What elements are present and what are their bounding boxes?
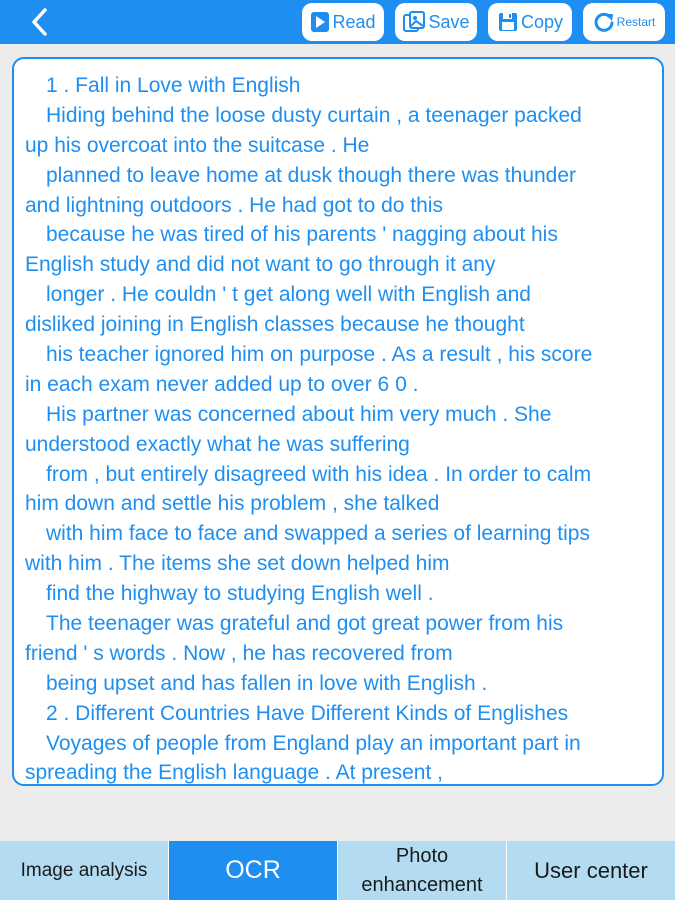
read-button-label: Read xyxy=(332,11,376,32)
text-line: with him face to face and swapped a series of learning tips xyxy=(46,522,590,546)
tab-user-center[interactable] xyxy=(507,841,675,900)
tab-user-center-label: User center xyxy=(534,858,648,883)
tab-image-analysis[interactable] xyxy=(0,841,169,900)
text-line: Voyages of people from England play an important part in xyxy=(46,731,581,755)
text-line: His partner was concerned about him very much . She xyxy=(46,402,552,426)
ocr-result-text xyxy=(25,71,653,786)
text-line: him down and settle his problem , she talked xyxy=(25,492,440,516)
tab-photo-enhancement[interactable] xyxy=(338,841,507,900)
tab-ocr-label: OCR xyxy=(225,856,281,884)
text-line: and lightning outdoors . He had got to do this xyxy=(25,193,443,217)
text-line: longer . He couldn ' t get along well with English and xyxy=(46,283,531,307)
back-button[interactable] xyxy=(20,4,60,40)
ocr-result-textarea[interactable] xyxy=(12,57,664,786)
text-line: disliked joining in English classes because he thought xyxy=(25,313,525,337)
top-toolbar xyxy=(0,0,675,44)
tab-ocr[interactable] xyxy=(169,841,338,900)
bottom-tab-bar xyxy=(0,841,675,900)
restart-button[interactable] xyxy=(583,3,665,41)
text-line: friend ' s words . Now , he has recovered from xyxy=(25,641,453,665)
text-line: from , but entirely disagreed with his idea . In order to calm xyxy=(46,462,592,486)
read-button[interactable] xyxy=(302,3,384,41)
floppy-disk-icon xyxy=(497,11,519,33)
save-image-icon xyxy=(402,10,426,34)
copy-button-label: Copy xyxy=(520,11,564,32)
text-line: spreading the English language . At present , xyxy=(25,761,443,785)
tab-photo-enhancement-label-line2: enhancement xyxy=(361,873,483,896)
text-line: 2 . Different Countries Have Different Kinds of Englishes xyxy=(46,701,569,725)
tab-photo-enhancement-label-line1: Photo xyxy=(395,844,449,867)
text-line: in each exam never added up to over 6 0 . xyxy=(25,372,419,396)
text-line: The teenager was grateful and got great power from his xyxy=(46,612,564,636)
chevron-left-icon xyxy=(30,7,50,37)
text-line: Hiding behind the loose dusty curtain , a teenager packed xyxy=(46,103,582,127)
text-line: because he was tired of his parents ' nagging about his xyxy=(46,223,558,247)
text-line: planned to leave home at dusk though there was thunder xyxy=(46,163,577,187)
text-line: find the highway to studying English well . xyxy=(46,582,434,606)
refresh-icon xyxy=(593,11,615,33)
copy-button[interactable] xyxy=(488,3,572,41)
text-line: up his overcoat into the suitcase . He xyxy=(25,133,370,157)
text-line: 1 . Fall in Love with English xyxy=(46,74,301,97)
text-line: his teacher ignored him on purpose . As a result , his score xyxy=(46,343,593,367)
restart-button-label: Restart xyxy=(616,15,656,29)
text-line: being upset and has fallen in love with English . xyxy=(46,671,488,695)
save-button-label: Save xyxy=(428,11,470,32)
text-line: understood exactly what he was suffering xyxy=(25,432,410,456)
save-button[interactable] xyxy=(395,3,477,41)
text-line: with him . The items she set down helped him xyxy=(25,552,450,576)
tab-image-analysis-label: Image analysis xyxy=(20,860,148,881)
play-icon xyxy=(310,11,330,33)
text-line: English study and did not want to go through it any xyxy=(25,253,496,277)
